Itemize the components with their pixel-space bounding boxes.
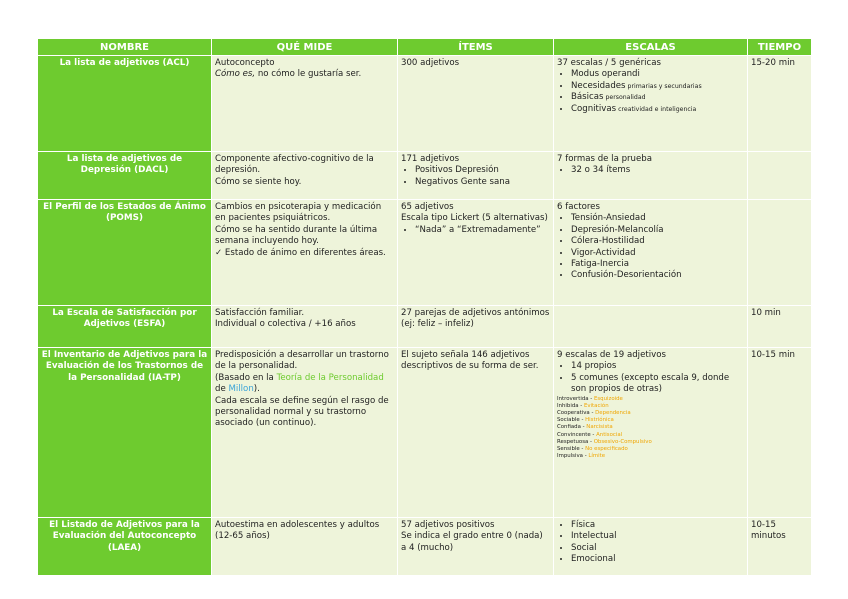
measures-line: Componente afectivo-cognitivo de la depresión. [215, 154, 374, 176]
scales-title: 37 escalas / 5 genéricas [557, 58, 661, 68]
items-cell [398, 152, 554, 200]
scales-cell [554, 56, 748, 152]
disorder-trait: Histriónica [585, 417, 614, 424]
measures-line: Predisposición a desarrollar un trastorno de la personalidad. [215, 350, 389, 372]
list-item: • Vigor-Actividad [571, 248, 744, 259]
normal-trait: Confiada [557, 424, 581, 431]
measures-line: Satisfacción familiar. [215, 308, 305, 318]
scales-list [557, 361, 744, 395]
scales-list [557, 69, 744, 115]
measures-line: Cambios en psicoterapia y medicación en pacientes psiquiátricos. [215, 202, 382, 224]
scales-cell [554, 348, 748, 518]
items-line: 57 adjetivos positivos [401, 520, 495, 530]
type-row: Sociable - Histriónica [557, 417, 614, 424]
items-cell [398, 200, 554, 306]
items-cell [398, 306, 554, 348]
type-row: Impulsiva - Límite [557, 453, 606, 460]
type-row: Respetuosa - Obsesivo-Compulsivo [557, 438, 652, 445]
disorder-trait: Dependencia [595, 410, 631, 417]
items-cell [398, 348, 554, 518]
time-cell [748, 200, 812, 306]
measures-line [215, 373, 394, 396]
header-items: ÍTEMS [398, 39, 554, 56]
scales-list [557, 213, 744, 281]
normal-trait: Sensible [557, 446, 580, 453]
measures-text: no cómo le gustaría ser. [255, 69, 362, 80]
table-row [38, 348, 812, 518]
list-item: • Física [571, 520, 744, 531]
time-cell [748, 152, 812, 200]
measures-cell [212, 200, 398, 306]
measures-line: ✓ Estado de ánimo en diferentes áreas. [215, 247, 386, 258]
measures-line [215, 69, 394, 80]
measures-line: Cada escala se define según el rasgo de personalidad normal y su trastorno asociado (un continuo). [215, 395, 389, 429]
items-line: (ej: feliz – infeliz) [401, 319, 474, 330]
disorder-trait: No especificado [585, 446, 628, 453]
type-row: Introvertida - Esquizoide [557, 395, 623, 402]
scales-title: 7 formas de la prueba [557, 154, 653, 164]
items-cell [398, 56, 554, 152]
items-cell [398, 518, 554, 576]
items-list [401, 225, 550, 236]
list-item: • 5 comunes (excepto escala 9, donde son propios de otras) [571, 373, 744, 396]
measures-italic: Cómo es, [215, 69, 256, 80]
normal-trait: Impulsiva [557, 453, 583, 460]
measures-cell [212, 348, 398, 518]
table-row [38, 200, 812, 306]
measures-line: Individual o colectiva / +16 años [215, 319, 356, 330]
list-item: • Confusión-Desorientación [571, 270, 744, 281]
type-row: Inhibida - Evitación [557, 402, 609, 409]
measures-text: ). [253, 384, 260, 395]
table-row [38, 306, 812, 348]
items-line: El sujeto señala 146 adjetivos descriptivos de su forma de ser. [401, 350, 539, 372]
test-name: La lista de adjetivos de Depresión (DACL) [38, 152, 212, 200]
items-line: Se indica el grado entre 0 (nada) a 4 (mucho) [401, 531, 543, 553]
list-item: • “Nada” a “Extremadamente” [415, 225, 550, 236]
normal-trait: Cooperativa [557, 410, 590, 417]
measures-text: (Basado en la [215, 372, 277, 383]
type-row: Convincente - Antisocial [557, 431, 623, 438]
measures-cell [212, 518, 398, 576]
normal-trait: Respetuosa [557, 438, 589, 445]
type-row: Sensible - No especificado [557, 446, 628, 453]
measures-text: de [215, 384, 229, 395]
list-item: • Fatiga-Inercia [571, 259, 744, 270]
header-escalas: ESCALAS [554, 39, 748, 56]
disorder-trait: Esquizoide [593, 395, 623, 402]
measures-cell [212, 152, 398, 200]
test-name: El Inventario de Adjetivos para la Evaluación de los Trastornos de la Personalidad (IA-TP) [38, 348, 212, 518]
list-item [571, 92, 744, 103]
list-item: • Intelectual [571, 531, 744, 542]
list-item [571, 81, 744, 92]
normal-trait: Sociable [557, 417, 580, 424]
scale-note: personalidad [603, 94, 646, 102]
time-cell: 10 min [748, 306, 812, 348]
test-name: La Escala de Satisfacción por Adjetivos (ESFA) [38, 306, 212, 348]
scales-cell [554, 518, 748, 576]
test-name: El Perfil de los Estados de Ánimo (POMS) [38, 200, 212, 306]
adjective-tests-table [37, 38, 812, 576]
items-line: 65 adjetivos [401, 202, 454, 212]
time-cell: 10-15 minutos [748, 518, 812, 576]
list-item: • Modus operandi [571, 69, 744, 80]
measures-cell [212, 306, 398, 348]
items-line: 27 parejas de adjetivos antónimos [401, 308, 550, 318]
table-row [38, 56, 812, 152]
scale-note: creatividad e inteligencia [616, 105, 697, 113]
items-title: 171 adjetivos [401, 154, 460, 164]
test-name: La lista de adjetivos (ACL) [38, 56, 212, 152]
items-line: 300 adjetivos [401, 58, 460, 68]
measures-line: Autoconcepto [215, 58, 275, 68]
scale-label: Cognitivas [571, 103, 617, 114]
header-que-mide: QUÉ MIDE [212, 39, 398, 56]
normal-trait: Introvertida [557, 395, 589, 402]
scales-title: 6 factores [557, 202, 600, 212]
header-row [38, 39, 812, 56]
scale-label: Necesidades [571, 80, 626, 91]
scales-list [557, 520, 744, 566]
disorder-trait: Evitación [583, 402, 609, 409]
scale-note: primarias y secundarias [625, 82, 702, 90]
items-line: Escala tipo Lickert (5 alternativas) [401, 213, 548, 224]
millon-link[interactable]: Millon [228, 384, 254, 395]
measures-line: Cómo se ha sentido durante la última semana incluyendo hoy. [215, 224, 378, 247]
personality-types [557, 396, 744, 461]
time-cell: 10-15 min [748, 348, 812, 518]
disorder-trait: Antisocial [596, 431, 623, 438]
scales-list [557, 165, 744, 176]
measures-line: Cómo se siente hoy. [215, 176, 302, 187]
measures-line: Autoestima en adolescentes y adultos (12-65 años) [215, 520, 380, 542]
list-item [571, 104, 744, 115]
disorder-trait: Narcisista [586, 424, 613, 431]
scales-cell [554, 152, 748, 200]
table-row [38, 152, 812, 200]
table-row [38, 518, 812, 576]
list-item: • 14 propios [571, 361, 744, 372]
time-cell: 15-20 min [748, 56, 812, 152]
list-item: • 32 o 34 ítems [571, 165, 744, 176]
disorder-trait: Límite [588, 453, 606, 460]
test-name: El Listado de Adjetivos para la Evaluación del Autoconcepto (LAEA) [38, 518, 212, 576]
list-item: • Tensión-Ansiedad [571, 213, 744, 224]
list-item: • Cólera-Hostilidad [571, 236, 744, 247]
header-tiempo: TIEMPO [748, 39, 812, 56]
theory-link[interactable]: Teoría de la Personalidad [276, 372, 384, 383]
type-row: Cooperativa - Dependencia [557, 410, 631, 417]
scales-cell [554, 306, 748, 348]
list-item: • Depresión-Melancolía [571, 225, 744, 236]
list-item: • Emocional [571, 554, 744, 565]
normal-trait: Convincente [557, 431, 591, 438]
scale-label: Básicas [571, 92, 604, 103]
items-list [401, 165, 550, 188]
measures-cell [212, 56, 398, 152]
normal-trait: Inhibida [557, 402, 579, 409]
disorder-trait: Obsesivo-Compulsivo [593, 438, 652, 445]
header-nombre: NOMBRE [38, 39, 212, 56]
scales-title: 9 escalas de 19 adjetivos [557, 350, 666, 360]
list-item: • Social [571, 543, 744, 554]
type-row: Confiada - Narcisista [557, 424, 613, 431]
list-item: • Positivos Depresión [415, 165, 550, 176]
list-item: • Negativos Gente sana [415, 177, 550, 188]
scales-cell [554, 200, 748, 306]
